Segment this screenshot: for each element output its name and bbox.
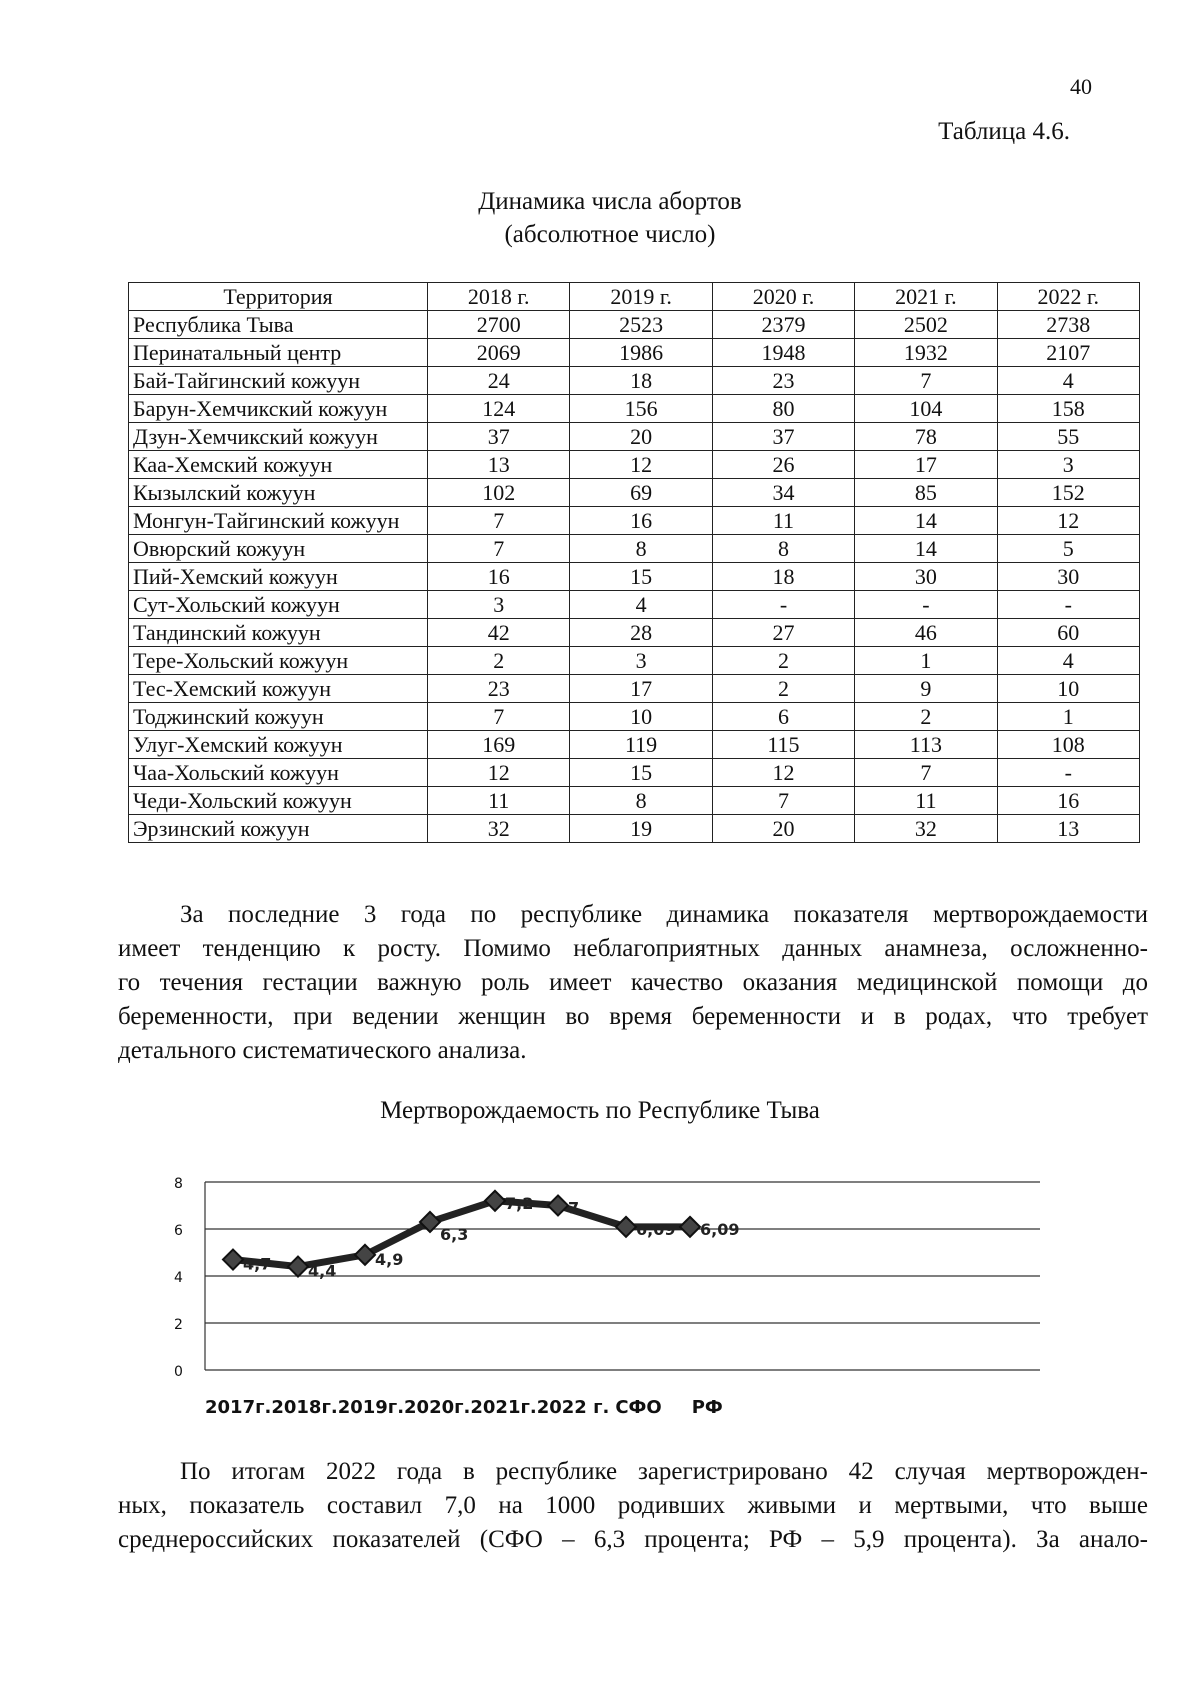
data-label: 4,4	[308, 1261, 337, 1281]
value-cell: -	[712, 591, 854, 619]
territory-cell: Каа-Хемский кожуун	[129, 451, 428, 479]
table-row	[129, 423, 1140, 451]
value-cell: 2502	[855, 311, 997, 339]
value-cell: 12	[428, 759, 570, 787]
territory-cell: Чеди-Хольский кожуун	[129, 787, 428, 815]
table-row	[129, 535, 1140, 563]
table-row	[129, 815, 1140, 843]
table-row	[129, 647, 1140, 675]
table-title-line-2: (абсолютное число)	[504, 221, 716, 248]
value-cell: 69	[570, 479, 712, 507]
table-title	[0, 185, 1200, 251]
x-tick-label: СФО	[615, 1397, 662, 1418]
paragraph-line: ных, показатель составил 7,0 на 1000 родивших живыми и мертвыми, что выше	[118, 1492, 1148, 1519]
territory-cell: Республика Тыва	[129, 311, 428, 339]
value-cell: 28	[570, 619, 712, 647]
column-header-year: 2020 г.	[712, 283, 854, 311]
paragraph-line: имеет тенденцию к росту. Помимо неблагоприятных данных анамнеза, осложненно-	[118, 935, 1148, 962]
value-cell: 14	[855, 535, 997, 563]
value-cell: 15	[570, 759, 712, 787]
value-cell: 113	[855, 731, 997, 759]
value-cell: 23	[428, 675, 570, 703]
table-row	[129, 311, 1140, 339]
territory-cell: Сут-Хольский кожуун	[129, 591, 428, 619]
territory-cell: Тоджинский кожуун	[129, 703, 428, 731]
value-cell: 85	[855, 479, 997, 507]
value-cell: 2	[712, 647, 854, 675]
data-label: 7	[568, 1198, 580, 1218]
abortion-table	[128, 282, 1140, 843]
value-cell: 10	[997, 675, 1139, 703]
x-tick-label: 2021г.	[470, 1397, 537, 1418]
chart-x-axis-labels	[205, 1397, 723, 1418]
value-cell: 26	[712, 451, 854, 479]
value-cell: 2700	[428, 311, 570, 339]
table-row	[129, 787, 1140, 815]
table-row	[129, 675, 1140, 703]
territory-cell: Перинатальный центр	[129, 339, 428, 367]
value-cell: 3	[570, 647, 712, 675]
value-cell: 7	[855, 367, 997, 395]
value-cell: 12	[997, 507, 1139, 535]
paragraph-line: За последние 3 года по республике динамика показателя мертворождаемости	[180, 901, 1148, 928]
value-cell: 8	[570, 535, 712, 563]
paragraph-line: По итогам 2022 года в республике зарегистрировано 42 случая мертворожден-	[180, 1458, 1148, 1485]
paragraph-2022-results	[118, 1455, 1148, 1557]
value-cell: 13	[997, 815, 1139, 843]
table-title-line-1: Динамика числа абортов	[478, 188, 742, 215]
value-cell: 46	[855, 619, 997, 647]
territory-cell: Тере-Хольский кожуун	[129, 647, 428, 675]
value-cell: 15	[570, 563, 712, 591]
value-cell: 7	[428, 507, 570, 535]
x-tick-label: 2018г.	[271, 1397, 338, 1418]
value-cell: 10	[570, 703, 712, 731]
value-cell: 60	[997, 619, 1139, 647]
table-row	[129, 619, 1140, 647]
territory-cell: Дзун-Хемчикский кожуун	[129, 423, 428, 451]
column-header-year: 2018 г.	[428, 283, 570, 311]
value-cell: 7	[855, 759, 997, 787]
value-cell: 4	[997, 647, 1139, 675]
value-cell: 156	[570, 395, 712, 423]
value-cell: 2379	[712, 311, 854, 339]
value-cell: 42	[428, 619, 570, 647]
stillbirth-line-chart	[160, 1170, 1060, 1390]
data-point-marker	[485, 1191, 505, 1211]
value-cell: 11	[712, 507, 854, 535]
value-cell: 1948	[712, 339, 854, 367]
x-tick-label: 2022 г.	[536, 1397, 610, 1418]
paragraph-line: детального систематического анализа.	[118, 1037, 527, 1064]
data-label: 7,2	[505, 1193, 534, 1213]
paragraph-line: го течения гестации важную роль имеет качество оказания медицинской помощи до	[118, 969, 1148, 996]
value-cell: 115	[712, 731, 854, 759]
paragraph-line: среднероссийских показателей (СФО – 6,3 процента; РФ – 5,9 процента). За анало-	[118, 1526, 1148, 1553]
y-tick-label: 0	[174, 1364, 183, 1380]
data-point-marker	[223, 1250, 243, 1270]
value-cell: 108	[997, 731, 1139, 759]
value-cell: 1	[997, 703, 1139, 731]
value-cell: 12	[570, 451, 712, 479]
value-cell: 20	[712, 815, 854, 843]
value-cell: 2107	[997, 339, 1139, 367]
value-cell: 30	[855, 563, 997, 591]
data-point-marker	[548, 1196, 568, 1216]
territory-cell: Тес-Хемский кожуун	[129, 675, 428, 703]
value-cell: 16	[997, 787, 1139, 815]
value-cell: 80	[712, 395, 854, 423]
table-row	[129, 731, 1140, 759]
y-tick-label: 4	[174, 1270, 183, 1286]
territory-cell: Овюрский кожуун	[129, 535, 428, 563]
x-tick-label: 2019г.	[337, 1397, 405, 1418]
value-cell: 30	[997, 563, 1139, 591]
territory-cell: Кызылский кожуун	[129, 479, 428, 507]
value-cell: 78	[855, 423, 997, 451]
value-cell: 1	[855, 647, 997, 675]
value-cell: -	[855, 591, 997, 619]
value-cell: 7	[428, 703, 570, 731]
value-cell: 152	[997, 479, 1139, 507]
value-cell: 3	[997, 451, 1139, 479]
value-cell: 4	[570, 591, 712, 619]
table-row	[129, 451, 1140, 479]
data-label: 4,9	[375, 1249, 404, 1269]
value-cell: -	[997, 591, 1139, 619]
value-cell: 124	[428, 395, 570, 423]
territory-cell: Монгун-Тайгинский кожуун	[129, 507, 428, 535]
value-cell: 2523	[570, 311, 712, 339]
table-row	[129, 563, 1140, 591]
value-cell: 5	[997, 535, 1139, 563]
table-row	[129, 479, 1140, 507]
value-cell: 27	[712, 619, 854, 647]
value-cell: 14	[855, 507, 997, 535]
column-header-year: 2022 г.	[997, 283, 1139, 311]
value-cell: 17	[855, 451, 997, 479]
value-cell: 13	[428, 451, 570, 479]
table-row	[129, 759, 1140, 787]
territory-cell: Чаа-Хольский кожуун	[129, 759, 428, 787]
value-cell: 6	[712, 703, 854, 731]
table-row	[129, 395, 1140, 423]
value-cell: 11	[428, 787, 570, 815]
data-point-marker	[616, 1217, 636, 1237]
value-cell: 1986	[570, 339, 712, 367]
value-cell: 16	[428, 563, 570, 591]
value-cell: 119	[570, 731, 712, 759]
table-header-row	[129, 283, 1140, 311]
column-header-year: 2021 г.	[855, 283, 997, 311]
value-cell: 4	[997, 367, 1139, 395]
data-point-marker	[288, 1257, 308, 1277]
data-label: 6,3	[440, 1224, 469, 1244]
value-cell: 37	[712, 423, 854, 451]
table-row	[129, 367, 1140, 395]
value-cell: 11	[855, 787, 997, 815]
value-cell: -	[997, 759, 1139, 787]
data-point-marker	[680, 1217, 700, 1237]
table-body	[129, 311, 1140, 843]
value-cell: 2	[428, 647, 570, 675]
value-cell: 37	[428, 423, 570, 451]
page-number: 40	[1070, 74, 1092, 99]
value-cell: 7	[712, 787, 854, 815]
value-cell: 18	[712, 563, 854, 591]
table-row	[129, 591, 1140, 619]
territory-cell: Эрзинский кожуун	[129, 815, 428, 843]
value-cell: 12	[712, 759, 854, 787]
value-cell: 2069	[428, 339, 570, 367]
column-header-territory: Территория	[129, 283, 428, 311]
territory-cell: Тандинский кожуун	[129, 619, 428, 647]
value-cell: 3	[428, 591, 570, 619]
y-tick-label: 6	[174, 1223, 183, 1239]
y-tick-label: 8	[174, 1176, 183, 1192]
paragraph-stillbirth-trend	[118, 898, 1148, 1068]
value-cell: 169	[428, 731, 570, 759]
value-cell: 24	[428, 367, 570, 395]
value-cell: 32	[855, 815, 997, 843]
table-label: Таблица 4.6.	[938, 118, 1070, 145]
data-label: 4,7	[243, 1254, 272, 1274]
value-cell: 8	[570, 787, 712, 815]
x-tick-label: РФ	[691, 1397, 723, 1418]
table-row	[129, 507, 1140, 535]
y-tick-label: 2	[174, 1317, 183, 1333]
data-label: 6,09	[636, 1219, 676, 1239]
territory-cell: Бай-Тайгинский кожуун	[129, 367, 428, 395]
value-cell: 102	[428, 479, 570, 507]
column-header-year: 2019 г.	[570, 283, 712, 311]
value-cell: 18	[570, 367, 712, 395]
value-cell: 16	[570, 507, 712, 535]
x-tick-label: 2020г.	[404, 1397, 471, 1418]
value-cell: 32	[428, 815, 570, 843]
territory-cell: Барун-Хемчикский кожуун	[129, 395, 428, 423]
value-cell: 1932	[855, 339, 997, 367]
territory-cell: Пий-Хемский кожуун	[129, 563, 428, 591]
value-cell: 158	[997, 395, 1139, 423]
value-cell: 8	[712, 535, 854, 563]
data-label: 6,09	[700, 1219, 740, 1239]
table-row	[129, 703, 1140, 731]
value-cell: 104	[855, 395, 997, 423]
value-cell: 23	[712, 367, 854, 395]
value-cell: 20	[570, 423, 712, 451]
value-cell: 9	[855, 675, 997, 703]
chart-title: Мертворождаемость по Республике Тыва	[380, 1097, 820, 1124]
value-cell: 34	[712, 479, 854, 507]
value-cell: 17	[570, 675, 712, 703]
value-cell: 2	[855, 703, 997, 731]
table-row	[129, 339, 1140, 367]
value-cell: 2	[712, 675, 854, 703]
value-cell: 55	[997, 423, 1139, 451]
territory-cell: Улуг-Хемский кожуун	[129, 731, 428, 759]
value-cell: 2738	[997, 311, 1139, 339]
paragraph-line: беременности, при ведении женщин во время беременности и в родах, что требует	[118, 1003, 1148, 1030]
value-cell: 7	[428, 535, 570, 563]
x-tick-label: 2017г.	[205, 1397, 272, 1418]
value-cell: 19	[570, 815, 712, 843]
